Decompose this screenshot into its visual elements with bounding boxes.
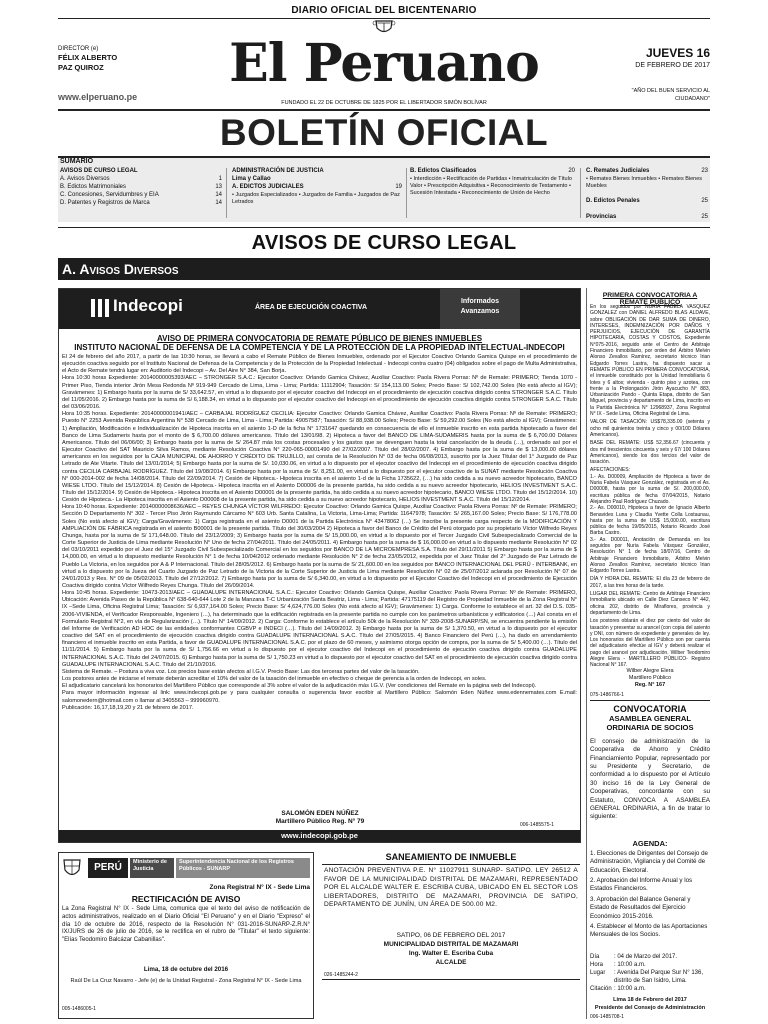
agenda-item: 4. Establecer el Monto de las Aportaciones Mensuales de los Socios.: [590, 922, 708, 939]
director-name-1: FÉLIX ALBERTO: [58, 53, 118, 63]
indecopi-subtitle: INSTITUTO NACIONAL DE DEFENSA DE LA COMPETENCIA Y DE LA PROTECCIÓN DE LA PROPIEDAD INTELECTUAL-INDECOPI: [74, 343, 565, 352]
issue-date: DE FEBRERO DE 2017: [635, 62, 710, 69]
sumario-col1-heading: AVISOS DE CURSO LEGAL: [60, 168, 138, 174]
saneamiento-title: SANEAMIENTO DE INMUEBLE: [385, 852, 517, 862]
agenda-list: [590, 850, 710, 940]
diario-oficial-title: DIARIO OFICIAL DEL BICENTENARIO: [291, 5, 477, 16]
boletin-oficial-title: BOLETÍN OFICIAL: [219, 112, 549, 153]
sunarp-signer: Raúl De La Cruz Navarro - Jefe (e) de la Unidad Registral - Zona Registral N° IX - Sede Lima: [70, 978, 302, 984]
website-link[interactable]: www.elperuano.pe: [58, 92, 138, 102]
sumario-link-edictos-judiciales[interactable]: A. EDICTOS JUDICIALES: [232, 183, 304, 190]
sunarp-label: Superintendencia Nacional de los Registros Públicos - SUNARP: [179, 859, 294, 873]
agenda-item: 1. Elecciones de Dirigentes del Consejo de Administración, Vigilancia y del Comité de Educación, Electoral.: [590, 850, 708, 874]
convocatoria-intro: El consejo de administración de la Cooperativa de Ahorro y Crédito Financiamiento Popular, representado por su Presidente y Secretario, de conformidad a lo dispuesto por el Artículo 30 inciso 16 de la Ley General de Cooperativas, concordante con su Estatuto, CONVOCA A ASAMBLEA GENERAL ORDINARIA, a fin de tratar lo siguiente:: [590, 738, 710, 821]
sumario-link-remates[interactable]: C. Remates Judiciales: [586, 168, 650, 174]
saneamiento-signer: Ing. Walter E. Escriba Cuba: [408, 950, 494, 957]
issue-day: JUEVES 16: [645, 46, 710, 60]
remate-signer: Wilber Alegre Elera: [626, 668, 674, 674]
director-label: DIRECTOR (e): [58, 46, 99, 52]
indecopi-code: 006-1485575-1: [520, 822, 554, 828]
convocatoria-title: CONVOCATORIA: [613, 704, 687, 714]
section-a-title: A. Avisos Diversos: [62, 261, 179, 277]
sunarp-zone: Zona Registral N° IX - Sede Lima: [209, 884, 310, 891]
saneamiento-code: 026-1485244-2: [324, 972, 358, 978]
sunarp-title: RECTIFICACIÓN DE AVISO: [131, 894, 241, 904]
sumario-col-3: B. Edictos Clasificados 20 • Interdicción • Rectificación de Partidas • Inmatriculación de Título Valor • Prescripción Adquisitiva • Reconocimiento de Testamento • Sucesión Intestada • Reconocimiento de Unión de Hecho: [410, 168, 575, 197]
agenda-title: AGENDA:: [632, 839, 668, 848]
agenda-item: 2. Aprobación del Informe Anual y los Estados Financieros.: [590, 877, 693, 893]
sumario-link-edictos-clasificados[interactable]: B. Edictos Clasificados: [410, 168, 477, 174]
saneamiento-date: SATIPO, 06 DE FEBRERO DEL 2017: [396, 932, 506, 939]
sumario-link-patentes[interactable]: D. Patentes y Registros de Marca: [60, 199, 150, 206]
remate-body: En los seguidos por NURIA FABELA VASQUEZ GONZALEZ con DANIEL ALFREDO BLAS ALDAVE, sobre OBLIGACIÓN DE DAR SUMA DE DINERO, INTERESES, INDEMNIZACIÓN POR DAÑOS Y PERJUICIOS, EJECUCIÓN DE GARANTÍA HIPOTECARIA, COSTAS Y COSTOS, Expediente N°075-2016, seguido ante el Centro de Arbitraje Financiero Inmobiliario, por orden del Árbitro Melvin Alonso Zevallos Ramírez, secretario técnico Irian Edgardo Torres Lastra, ha dispuesto sacar a REMATE PÚBLICO EN PRIMERA CONVOCATORIA, el inmueble constituido por la Unidad Inmobiliaria 6 lotes y 6 altos; vivienda - quinto piso y azotea, con frente a la Prolongación Jirón Ayacucho N° 883, Urbanización Pando - Quinta Etapa, distrito de San Miguel, provincia y departamento de Lima, inscrito en la Partida Electrónica N° 12968937, Zona Registral N° IX - Sede Lima, Oficina Registral de Lima. VALOR DE TASACIÓN: US$78,335.00 (setenta y ocho mil quinientos treinta y cinco y 00/100 Dólares Americanos). BASE DEL REMATE: US$ 52,356.67 (cincuenta y dos mil trescientos cincuenta y seis y 67/ 100 Dólares Americanos), siendo los dos tercios del valor de tasación. AFECTACIONES: 1.- As. D00009, Ampliación de Hipoteca a favor de Nuria Fabela Vásquez González, registrada en el As. D00008, hasta por la suma de S/. 200,000.00, escritura pública de fecha 07/04/2015, Notario Alejandro Paul Rodríguez Chuzado. 2.- As. D00010, Hipoteca a favor de Ignacio Alberto Benavides Luna y Claudia Yvette Colla Lostaunau, hasta por la suma de US$ 15,000.00, escritura pública de fecha 19/05/2015, Notario Ricardo José Barba Castro. 3.- As. D00011, Anotación de Demanda en los seguidos por Nuria Fabela Vásquez González, Resolución N° 1 de fecha 18/07/16, Centro de Arbitraje Financiero Inmobiliario, Árbitro Melvin Alonso Zevallos Ramírez, secretario técnico Irian Edgardo Torres Lastra. DÍA Y HORA DEL REMATE: El día 23 de febrero de 2017, a las tres horas de la tarde. LUGAR DEL REMATE: Centro de Arbitraje Financiero Inmobiliario ubicado en Calle Diez Canseco N° 442, oficina 202, distrito de Miraflores, provincia y departamento de Lima. Los postores oblarán el diez por ciento del valor de tasación y presentar su arancel (con copia del asiento y DNI, con número de expediente y generales de ley. Los honorarios del Martillero Público son por cuenta del adjudicatario efectúe al IGV y deberá realizar el pago del arancel por adjudicación. Wilber Teodomiro Alegre Elera - MARTILLERO PÚBLICO- Registro Nacional N° 167.: [590, 304, 710, 669]
convocatoria-subtitle: ASAMBLEA GENERAL ORDINARIA DE SOCIOS: [606, 714, 694, 733]
sunarp-code: 005-1486005-1: [62, 1006, 96, 1012]
convocatoria-date: Lima 18 de Febrero del 2017: [613, 997, 687, 1003]
indecopi-tagline-1: Informados: [460, 298, 500, 305]
remate-title: PRIMERA CONVOCATORIA A REMATE PÚBLICO: [602, 292, 698, 306]
saneamiento-body: ANOTACIÓN PREVENTIVA P.E. N° 11027911 SUNARP- SATIPO. LEY 26512 A FAVOR DE LA MUNICIPALIDAD DISTRITAL DE MAZAMARI, REPRESENTADO POR EL ALCALDE WALTER E. ESCRIBA CUBA, UBICADO EN EL SECTOR LOS LIBERTADORES, DISTRITO DE MAZAMARI, PROVINCIA DE SATIPO, DEPARTAMENTO DE JUNÍN, UN ÁREA DE 500.00 M2.: [324, 867, 578, 909]
year-motto: "AÑO DEL BUEN SERVICIO AL CIUDADANO": [631, 88, 710, 102]
newspaper-logo: El Peruano: [229, 33, 539, 94]
indecopi-footer-url[interactable]: www.indecopi.gob.pe: [281, 831, 358, 840]
sumario-link-edictos-penales[interactable]: D. Edictos Penales: [586, 198, 640, 205]
sunarp-body: La Zona Registral N° IX - Sede Lima, comunica que el texto del aviso de notificación de actos administrativos, realizado en el Diario Oficial "El Peruano" y en el Diario "Expreso" el día 10 de octubre de 2016, respecto de la Resolución N° 031-2016-SUNARP-Z.R.N° IX/JURS de 26 de julio de 2016, se le rectifica en el rubro de "Titular" el texto siguiente: "Elías Teodomiro Balcázar Cabanillas".: [62, 906, 310, 944]
remate-role: Martillero Público: [628, 675, 672, 681]
indecopi-body: El 24 de febrero del año 2017, a partir de las 10:30 horas, se llevará a cabo el Remate Público de Bienes Inmuebles, ordenado por el Ejecutor Coactivo Orlando Gamica Quispe en el procedimiento de ejecución coactiva seguido por el Instituto Nacional de Defensa de la Competencia y de la Protección de la Propiedad Intelectual - Indecopi contra cuatro (04) obligados sobre el pago de Multa Administrativa, el Acto de Remate tendrá lugar en: Auditorio del Indecopi – Av. Del Aire N° 384, San Borja. Hora 10:30 horas Expediente: 20140000005393/AEC – STRONGER S.A.C.: Ejecutor Coactivo: Orlando Gamica Chávez, Auxiliar Coactivo: Paola Rivera Porras: Nº de Remate: PRIMERO; Tienda 1070 - Primer Piso, Tienda interior Jirón Mesa Redonda Nº 919-949 Cercado de Lima, Lima - Lima; Partida: 11112904; Tasación: S/ 154,113.00 Soles; Precio Base: S/ 102,742.00 Soles (No está afecto al IGV); Gravámenes: 1) Embargo hasta por la suma de S/ 33,642.57, en virtud a lo dispuesto por el ejecutor coactivo del Indecopi en el procedimiento de ejecución coactiva dirigido contra STRONGER S.A.C. Título del 11/05/2016. 2) Embargo hasta por la suma de S/ 6,188.34, en virtud a lo dispuesto por el ejecutor coactivo del Indecopi en el procedimiento de ejecución coactiva dirigido contra STRONGER S.A.C. Título del 03/06/2016. Hora 10:35 horas. Expediente: 20140000001941/AEC – CARBAJAL RODRÍGUEZ CECILIA: Ejecutor Coactivo: Orlando Gamica Chávez, Auxiliar Coactivo: Paola Rivera Porras: Nº de Remate: PRIMERO; Puesto N° 2253 Avenida República Argentina N° 538 Cercado de Lima, Lima - Lima; Partida: 49057587; Tasación: S/ 88,938.00 Soles; Precio Base: S/ 59,292.00 Soles (No está afecto al IGV); Gravámenes: 1) Ampliación, Modificación e Individualización de Hipoteca inscrita en el asiento 1-D de la ficha N° 1731647 quedando en consecuencia de ello el inmueble inscrito en esta partida hipotecado a favor del Banco de Lima Sudameris hasta por el monto de $ 6,700.00 dólares americanos. Título del 13/01/98. 2) Hipoteca a favor del BANCO DE LIMA-SUDAMERIS hasta por la suma de $ 6,700.00 Dólares Americanos. Título del 06/06/00; 3) Embargo hasta por la suma de S/ 264.87 más los costas procesales y los gastos que se devenguen hasta la total cancelación de la deuda (…), ordenado así por el Ejecutor Coactivo del SAT Mauricio Silva Ramos, mediante Resolución Coactiva N° 220-065-00001490 del 27/02/2007. Título del 28/02/2007. 4) Embargo hasta por la suma de $ 13,000.00 dólares americanos en los seguidos por la CAJA MUNICIPAL DE AHORRO Y CRÉDITO DE TRUJILLO, así consta de la Resolución N° 03 de fecha 06/08/2013, suscrito por la Juez Titular del 1° Juzgado de Paz Letrado de Ate Vitarte. Título del 13/01/2014; 5) Embargo hasta por la suma de S/. 10,030.06, en virtud a lo dispuesto por el ejecutor coactivo del Indecopi en el procedimiento de ejecución coactiva dirigido contra CECILIA CARBAJAL RODRÍGUEZ. Título del 19/08/2014. 6) Embargo hasta por la suma de S/. 8,251.00, en virtud a lo dispuesto por el ejecutor coactivo de la SUNAT mediante Resolución Coactiva N° 000-2014-002 de fecha 14/08/2014. Título del 22/09/2014. 7) Cesión de Hipoteca.- Hipoteca inscrita en el asiento 1-d de la Ficha 1735622, (…) ha sido cedida a su nuevo acreedor hipotecario, BANCO WIESE LTDO. Título del 15/12/2014. 8) Cesión de Hipoteca.- Hipoteca inscrita en el Asiento D00006 de la presente partida, ha sido cedida a su nuevo acreedor hipotecario, HELIOS INVESTMENT S.A.C. Título del 15/12/2014. 9) Cesión de Hipoteca.- Hipoteca inscrita en el Asiento D00001 de la presente partida, ha sido cedida a su nuevo acreedor hipotecario, BANCO WIESE LTDO. Título del 15/12/2014. 10) Cesión de Hipoteca.- La Hipoteca inscrita en el Asiento D00008 de la presente partida, ha sido cedida a su nuevo acreedor hipotecario, HELIOS INVESTMENT S.A.C. Título del 15/12/2014. Hora 10:40 horas. Expediente: 20140000008636/AEC – REYES CHUNGA VÍCTOR WILFREDO: Ejecutor Coactivo: Orlando Gamica Quispe, Auxiliar Coactivo: Paola Rivera Porras: Nº de Remate: PRIMERO; Sección D Departamento N° 302 - Tercer Piso Jirón Raymundo Cárcamo N° 603 Urb. Santa Catalina, La Victoria, Lima-Lima; Partida: 11647978; Tasación: S/ 265,167.00 Soles; Precio Base: S/ 176,778.00 Soles (No está afecto al IGV); Carga/Gravámenes: 1) Carga registrada en el asiento D0001 de la Partida Electrónica N° 43478062 (…) Se inscribe la presente carga respecto de la MODIFICACIÓN Y AMPLIACIÓN DE FÁBRICA registrada en el asiento B00001 de la presente partida. Título del 30/03/2004 2) Hipoteca a favor del Banco de Crédito del Perú otorgado por su propietario Víctor Wilfredo Reyes Chunga, hasta por la suma de S/ 171,648.00. Título del 23/12/2009; 3) Embargo hasta por la suma de S/ 15,000.00, en virtud a lo dispuesto por el Tercer Juzgado Civil Subespecializado Comercial de la Corte Superior de Justicia de Lima mediante Resolución N° Uno de fecha 27/04/2011. Título del 24/05/2011. 4) Embargo hasta por la suma de $ 16,000.00 en virtud a lo dispuesto mediante Resolución N° 02 del 03/10/2011 expedido por el Juez del 15° Juzgado Civil Subespecializado Comercial en los seguidos por BANCO DE LA MICROEMPRESA S.A. Título del 29/11/2011 5) Embargo hasta por la suma de $ 14,000.00, en virtud a lo dispuesto mediante Resolución N° 1 de fecha 10/04/2012 ordenado mediante Resolución N° 2 de fecha 23/05/2012, expedida por el Juez Titular del 2° Juzgado de Paz Letrado de Pueblo La Victoria, en los seguidos por A & P Internacional. Título del 28/05/2012. 6) Embargo hasta por la suma de S/ 21,600.00 en los seguidos por BANCO INTERNACIONAL DEL PERÚ - INTERBANK, en virtud a lo dispuesto por la Jueza del Cuarto Juzgado de Paz Letrado de la Victoria de la Corte Superior de Justicia de Lima mediante Resolución N° 02 de 25/07/2012 aclarada por Resolución N° 07 de 24/01/2013 y Res. N° 09 de 05/02/2013. Título del 27/12/2012. 7) Embargo hasta por la suma de S/ 6,340.00, en virtud a lo dispuesto por el Ejecutor Coactivo del Indecopi en el procedimiento de Ejecución Coactiva dirigido contra Víctor Wilfredo Reyes Chunga. Título del 26/09/2014. Hora 10:45 horas. Expediente: 10473-2013/AEC – GUADALUPE INTERNACIONAL S.A.C.: Ejecutor Coactivo: Orlando Gamica Quispe, Auxiliar Coactivo: Paola Rivera Porras: Nº de Remate: PRIMERO, Ubicación: Avenida Paseo de la República N° 638-640-644 Lote 2 de la Manzana T-C Urbanización Santa Beatriz, Lima - Lima; Partida: 47175119 del Registro de Propiedad Inmueble de la Zona Registral N° IX –Sede Lima, Oficina Registral Lima; Tasación: S/ 6,937,164.00 Soles; Precio Base: S/ 4,624,776.00 Soles (No está afecto al IGV); Gravámenes: 1) Carga. Conforme lo establece el art. 32 del D.S. 035-2006-VIVIENDA, el Verificador Responsable, Ingeniero (…), ha determinado que la edificación registrada en la presente partida no cumple con los parámetros urbanísticos y edificatorios (…) Así consta en el Formulario Registral N°2, en vía de Regularización (…). Título N° 14/09/2012. 2) Carga: Conforme lo establece el artículo 50k de la Resolución N° 339-2008-SUNARP/SN, se encuentra pendiente la emisión del Informe de Verificación AD HOC de las entidades conformantes CGBVP e INDECI (…). Título del 14/09/2012. 3) Embargo hasta por la suma de S/ 1,370.50, en virtud a lo dispuesto por el ejecutor coactivo del SAT en el procedimiento de ejecución coactiva dirigido contra GUADALUPE INTERNACIONAL S.A.C. Título del 27/05/2015. 4) Banco Financiero del Perú (…), ha dado en arrendamiento financiero el inmueble inscrito en esta Partida, a favor de GUADALUPE INTERNACIONAL S.A.C. por el plazo de 60 meses, y asimismo otorga opción de compra, por la suma de S/ 5,400.00 (…). Título del 11/11/2014. 5) Embargo hasta por la suma de S/ 1,756.66 en virtud a lo dispuesto por el ejecutor coactivo del Indecopi en el procedimiento de ejecución coactiva dirigido contra GUADALUPE INTERNACIONAL S.A.C. Título del 24/07/2015. 6) Embargo hasta por la suma de S/ 1,750.23 en virtud a lo dispuesto por el ejecutor coactivo del SAT en el procedimiento de ejecución coactiva dirigido contra GUADALUPE INTERNACIONAL S.A.C. Título del 21/10/2016. Sistema de Remate. – Postura a viva voz. Los precios base están afectos al I.G.V. Precio Base: Las dos terceras partes del valor de la tasación. Los postores antes de iniciarse el remate deberán acreditar el 10% del valor de la tasación del inmueble en efectivo o cheque de gerencia a la orden de Indecopi, en soles. El adjudicatario cancelará los honorarios del Martillero Público que corresponde al 3% sobre el valor de la adjudicación más I.G.V. (Ver condiciones del Remate en la página web del Indecopi). Para mayor información ingresar al link: www.indecopi.gob.pe y para cualquier consulta o sugerencia favor escribir al Martillero Público: Salomón Eden Núñez www.edennemates.com E.mail: salomonedern@hotmail.com o llamar al 3405563 – 999960970. Publicación: 16,17,18,19,20 y 21 de febrero de 2017.: [62, 354, 577, 711]
indecopi-logo-icon: [90, 297, 110, 319]
indecopi-tagline-2: Avanzamos: [460, 308, 500, 315]
indecopi-logo: Indecopi: [113, 296, 183, 315]
sumario-link-concesiones[interactable]: C. Concesiones, Servidumbres y EIA: [60, 191, 159, 198]
sumario-col-2: ADMINISTRACIÓN DE JUSTICIA Lima y Callao A. EDICTOS JUDICIALES 19 • Juzgados Especializados • Juzgados de Familia • Juzgados de Paz Letrados: [232, 168, 402, 205]
agenda-item: 3. Aprobación del Balance General y Estado de Resultados del Ejercicio Económico 2015-2016.: [590, 895, 691, 920]
sunarp-date: Lima, 18 de octubre del 2016: [143, 966, 229, 973]
sumario-link-avisos-diversos[interactable]: A. Avisos Diversos: [60, 175, 110, 182]
sumario-col2-heading: ADMINISTRACIÓN DE JUSTICIA: [232, 168, 324, 174]
convocatoria-details: Día : 04 de Marzo del 2017. Hora : 10:00 a.m. Lugar : Avenida Del Parque Sur N° 136, distrito de San Isidro, Lima. Citación : 10:00 a.m.: [590, 954, 704, 992]
director-name-2: PAZ QUIROZ: [58, 63, 104, 73]
sumario-link-edictos-matrimoniales[interactable]: B. Edictos Matrimoniales: [60, 183, 127, 190]
convocatoria-signer: Presidente del Consejo de Administración: [594, 1005, 706, 1011]
peru-label: PERÚ: [94, 862, 122, 873]
sumario-col-1: AVISOS DE CURSO LEGAL A. Avisos Diversos 1 B. Edictos Matrimoniales 13 C. Concesiones, Servidumbres y EIA 14 D. Patentes y Registros de Marca 14: [60, 168, 222, 206]
saneamiento-org: MUNICIPALIDAD DISTRITAL DE MAZAMARI: [383, 941, 519, 948]
peru-shield-icon: [62, 858, 82, 880]
sumario-title: SUMARIO: [60, 158, 94, 165]
saneamiento-role: ALCALDE: [435, 959, 467, 966]
director-block: [58, 45, 117, 73]
convocatoria-code: 006-1485708-1: [590, 1014, 624, 1020]
indecopi-area: ÁREA DE EJECUCIÓN COACTIVA: [255, 304, 368, 311]
indecopi-title: AVISO DE PRIMERA CONVOCATORIA DE REMATE PÚBLICO DE BIENES INMUEBLES: [156, 334, 483, 343]
remate-code: 075-1486766-1: [590, 692, 624, 698]
indecopi-signer: SALOMÓN EDEN NÚÑEZ: [281, 810, 359, 817]
indecopi-signer-role: Martillero Público Reg. N° 79: [275, 818, 365, 825]
ministry-label: Ministerio de Justicia: [133, 859, 167, 873]
avisos-heading: AVISOS DE CURSO LEGAL: [251, 232, 517, 254]
founded-line: FUNDADO EL 22 DE OCTUBRE DE 1825 POR EL LIBERTADOR SIMÓN BOLÍVAR: [281, 100, 487, 106]
remate-reg: Reg. N° 167: [634, 682, 666, 688]
sumario-col-4: C. Remates Judiciales 23 • Remates Bienes Inmuebles • Remates Bienes Muebles D. Edictos Penales 25 Provincias 25: [586, 168, 708, 221]
sumario-link-provincias[interactable]: Provincias: [586, 214, 617, 221]
